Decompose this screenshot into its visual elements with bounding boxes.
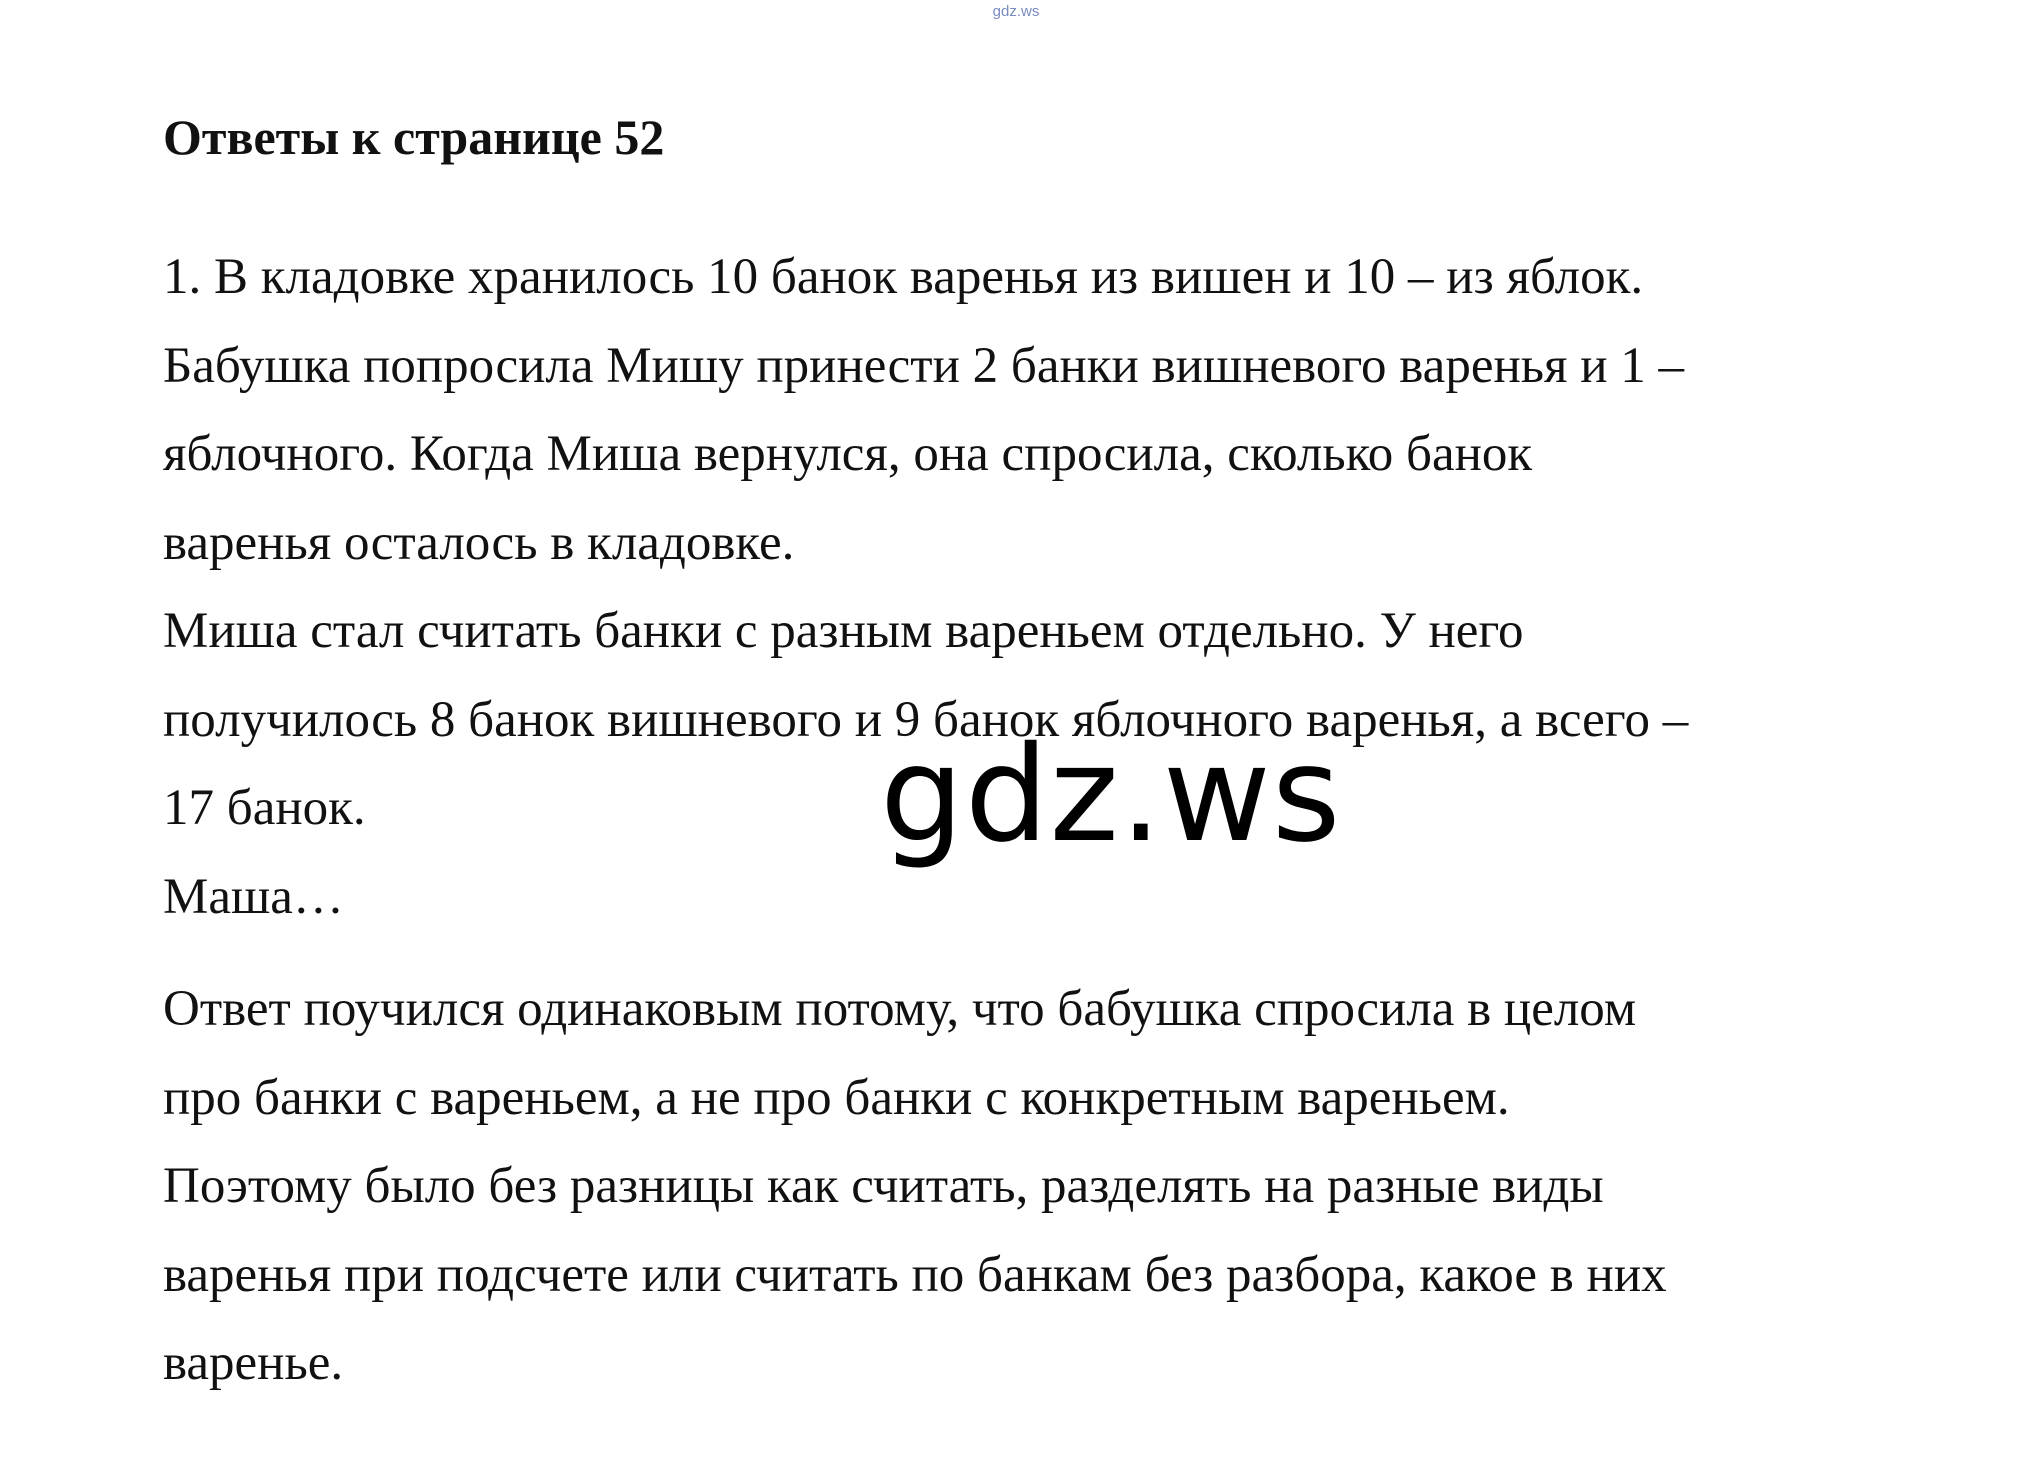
site-mark: gdz.ws	[992, 3, 1040, 20]
page-title: Ответы к странице 52	[163, 109, 665, 165]
watermark: gdz.ws	[880, 718, 1342, 872]
task-line: Миша стал считать банки с разным вареньем отдельно. У него	[163, 603, 1524, 659]
answer-text	[163, 965, 1667, 1408]
task-line: Маша…	[163, 868, 344, 925]
task-line: получилось 8 банок вишневого и 9 банок яблочного варенья, а всего –	[163, 691, 1689, 748]
task-line: 1. В кладовке хранилось 10 банок варенья из вишен и 10 – из яблок.	[163, 249, 1644, 305]
task-line: яблочного. Когда Миша вернулся, она спросила, сколько банок	[163, 426, 1533, 482]
answer-line: варенье.	[163, 1335, 344, 1391]
task-line: Бабушка попросила Мишу принести 2 банки вишневого варенья и 1 –	[163, 337, 1685, 394]
answer-line: варенья при подсчете или считать по банкам без разбора, какое в них	[163, 1246, 1667, 1303]
task-line: варенья осталось в кладовке.	[163, 514, 795, 571]
task-line: 17 банок.	[163, 780, 366, 836]
answer-line: про банки с вареньем, а не про банки с конкретным вареньем.	[163, 1069, 1510, 1126]
answer-line: Ответ поучился одинаковым потому, что бабушка спросила в целом	[163, 981, 1637, 1037]
answer-line: Поэтому было без разницы как считать, разделять на разные виды	[163, 1158, 1604, 1214]
